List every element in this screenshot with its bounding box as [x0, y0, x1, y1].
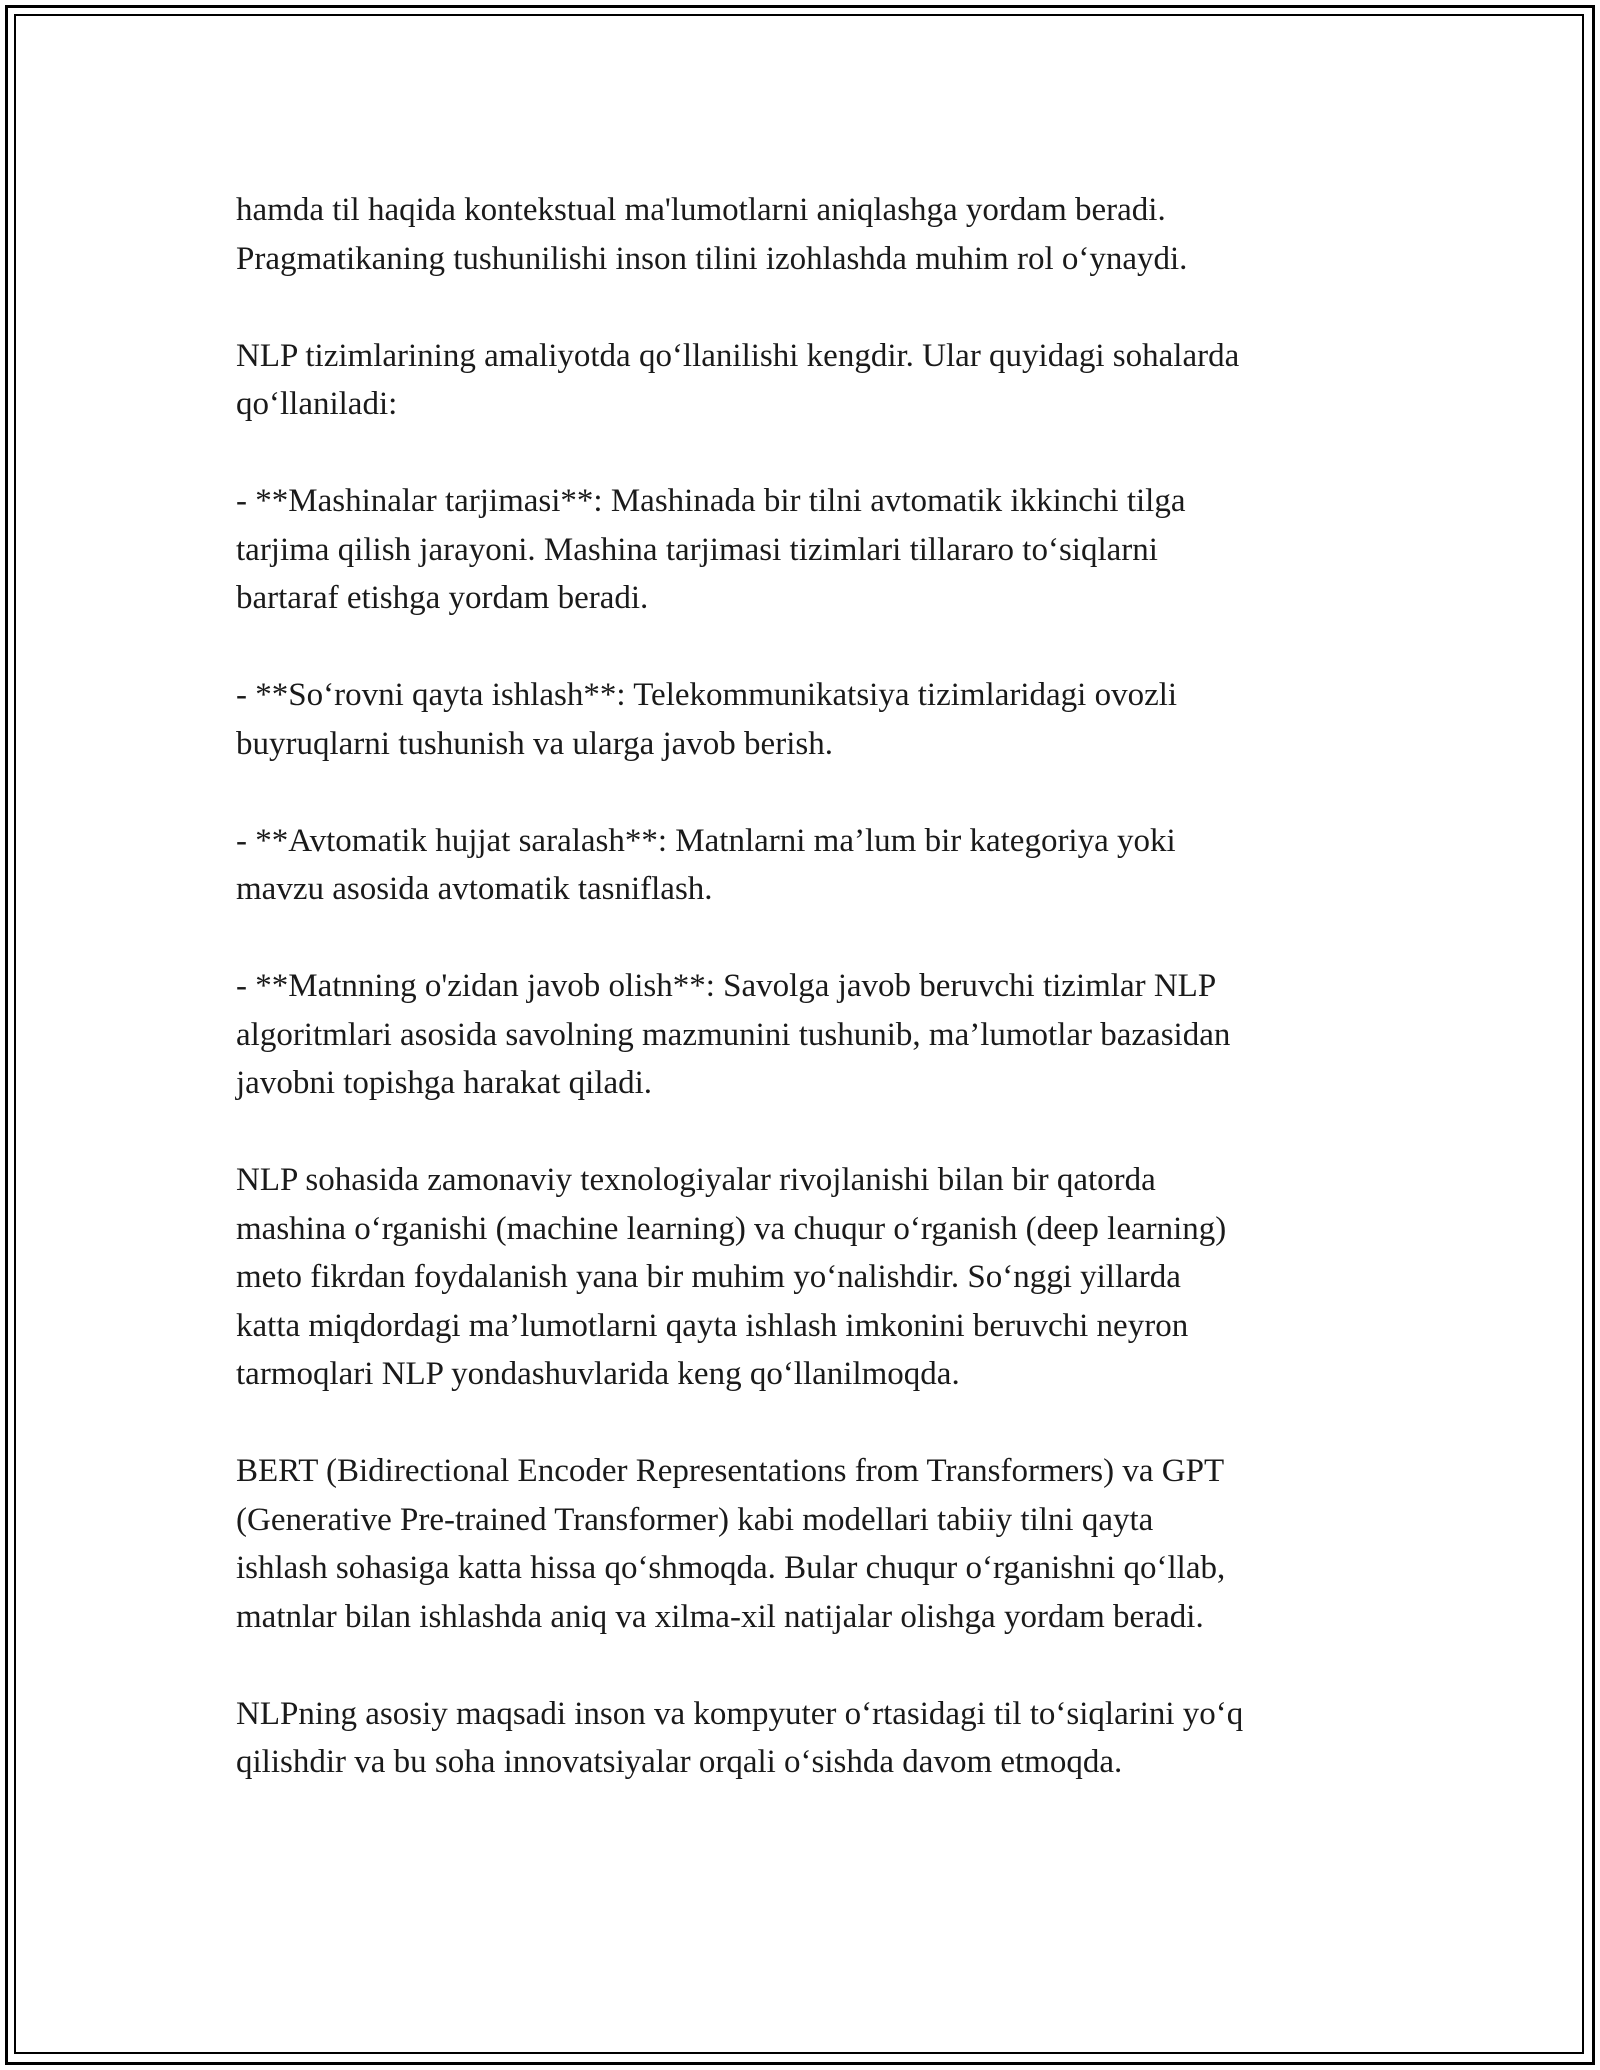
paragraph: [236, 1156, 1366, 1399]
text-line: mavzu asosida avtomatik tasniflash.: [236, 871, 713, 907]
text-line: - **Matnning o'zidan javob olish**: Savolga javob beruvchi tizimlar NLP: [236, 968, 1217, 1004]
list-item-document-classification: [236, 817, 1366, 914]
document-body: [236, 186, 1366, 1835]
text-line: algoritmlari asosida savolning mazmunini tushunib, ma’lumotlar bazasidan: [236, 1016, 1231, 1053]
text-line: (Generative Pre-trained Transformer) kabi modellari tabiiy tilni qayta: [236, 1501, 1154, 1538]
text-line: - **Mashinalar tarjimasi**: Mashinada bir tilni avtomatik ikkinchi tilga: [236, 483, 1186, 519]
text-line: hamda til haqida kontekstual ma'lumotlarni aniqlashga yordam beradi.: [236, 192, 1166, 228]
text-line: Pragmatikaning tushunilishi inson tilini izohlashda muhim rol o‘ynaydi.: [236, 240, 1188, 277]
text-line: ishlash sohasiga katta hissa qo‘shmoqda. Bular chuqur o‘rganishni qo‘llab,: [236, 1550, 1226, 1586]
list-item-question-answering: [236, 962, 1366, 1108]
text-line: NLP tizimlarining amaliyotda qo‘llanilishi kengdir. Ular quyidagi sohalarda: [236, 337, 1240, 374]
paragraph: [236, 1690, 1366, 1787]
paragraph: [236, 1447, 1366, 1641]
list-item-machine-translation: [236, 477, 1366, 623]
text-line: javobni topishga harakat qiladi.: [236, 1065, 653, 1101]
text-line: matnlar bilan ishlashda aniq va xilma-xil natijalar olishga yordam beradi.: [236, 1598, 1204, 1635]
text-line: katta miqdordagi ma’lumotlarni qayta ishlash imkonini beruvchi neyron: [236, 1307, 1189, 1344]
text-line: - **So‘rovni qayta ishlash**: Telekommunikatsiya tizimlaridagi ovozli: [236, 677, 1178, 713]
text-line: bartaraf etishga yordam beradi.: [236, 580, 649, 616]
paragraph: [236, 332, 1366, 429]
text-line: NLP sohasida zamonaviy texnologiyalar rivojlanishi bilan bir qatorda: [236, 1162, 1156, 1198]
text-line: BERT (Bidirectional Encoder Representations from Transformers) va GPT: [236, 1453, 1225, 1489]
text-line: meto fikrdan foydalanish yana bir muhim yo‘nalishdir. So‘nggi yillarda: [236, 1259, 1181, 1295]
text-line: qilishdir va bu soha innovatsiyalar orqali o‘sishda davom etmoqda.: [236, 1744, 1123, 1780]
text-line: tarjima qilish jarayoni. Mashina tarjimasi tizimlari tillararo to‘siqlarni: [236, 531, 1158, 568]
text-line: tarmoqlari NLP yondashuvlarida keng qo‘llanilmoqda.: [236, 1356, 960, 1392]
text-line: - **Avtomatik hujjat saralash**: Matnlarni ma’lum bir kategoriya yoki: [236, 822, 1176, 859]
paragraph: [236, 186, 1366, 283]
text-line: mashina o‘rganishi (machine learning) va chuqur o‘rganish (deep learning): [236, 1210, 1227, 1247]
text-line: NLPning asosiy maqsadi inson va kompyuter o‘rtasidagi til to‘siqlarini yo‘q: [236, 1695, 1244, 1732]
text-line: qo‘llaniladi:: [236, 386, 398, 422]
list-item-query-processing: [236, 671, 1366, 768]
text-line: buyruqlarni tushunish va ularga javob berish.: [236, 725, 833, 762]
